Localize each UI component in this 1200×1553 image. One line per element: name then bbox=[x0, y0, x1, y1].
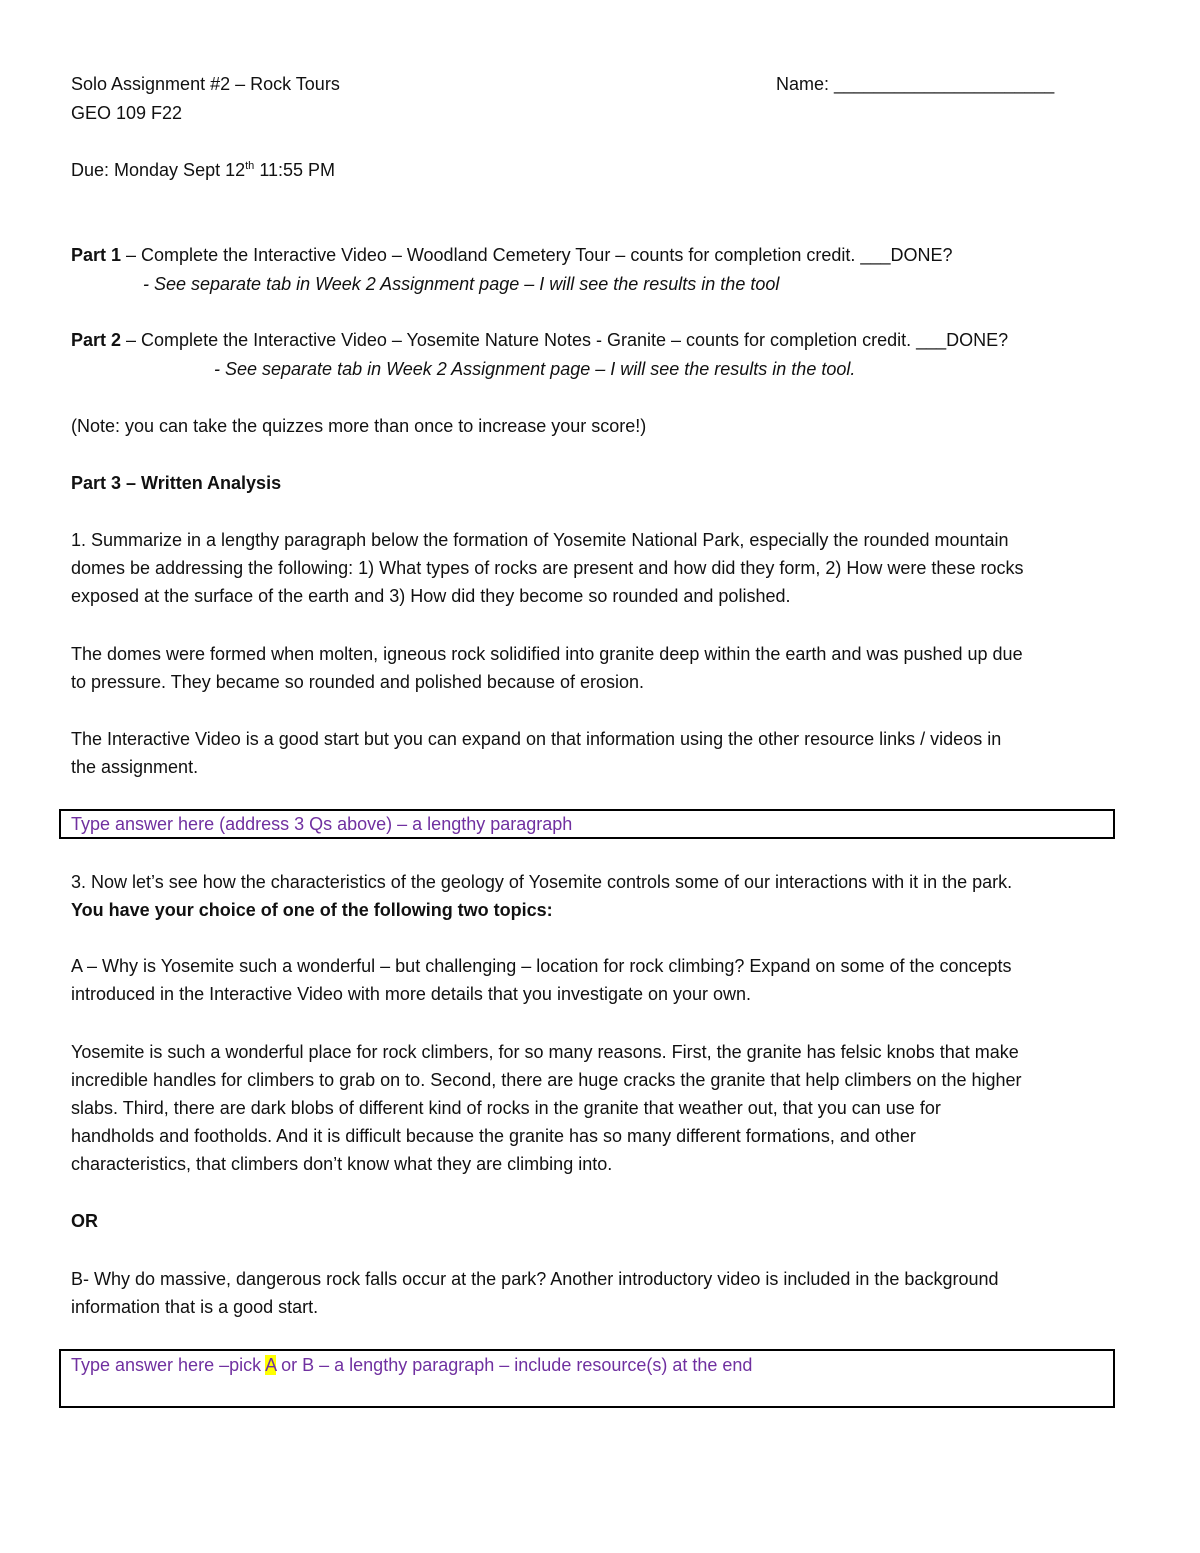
course-code: GEO 109 F22 bbox=[71, 103, 183, 123]
assignment-title: Solo Assignment #2 – Rock Tours bbox=[71, 74, 340, 94]
question1-line: exposed at the surface of the earth and 3) How did they become so rounded and polished. bbox=[71, 586, 791, 606]
part2-note: - See separate tab in Week 2 Assignment page – I will see the results in the tool. bbox=[214, 359, 856, 379]
answerA-line: slabs. Third, there are dark blobs of different kind of rocks in the granite that weather out, that you can use for bbox=[71, 1098, 941, 1118]
due-prefix: Due: Monday Sept 12 bbox=[71, 160, 246, 180]
answer-box-2-placeholder[interactable] bbox=[71, 1352, 752, 1378]
quiz-note: (Note: you can take the quizzes more than once to increase your score!) bbox=[71, 416, 647, 436]
hint-line: The Interactive Video is a good start but you can expand on that information using the other resource links / videos in bbox=[71, 729, 1002, 749]
part1-note: - See separate tab in Week 2 Assignment page – I will see the results in the tool bbox=[143, 274, 780, 294]
due-time: 11:55 PM bbox=[254, 160, 336, 180]
part3-heading: Part 3 – Written Analysis bbox=[71, 473, 282, 493]
part1-label: Part 1 bbox=[71, 245, 122, 265]
part1-text: – Complete the Interactive Video – Woodland Cemetery Tour – counts for completion credit. ___DONE? bbox=[121, 245, 953, 265]
answer-box-2-text: or B – a lengthy paragraph – include resource(s) at the end bbox=[276, 1355, 753, 1375]
answerA-line: handholds and footholds. And it is difficult because the granite has so many different formations, and other bbox=[71, 1126, 916, 1146]
question1-line: 1. Summarize in a lengthy paragraph below the formation of Yosemite National Park, especially the rounded mountain bbox=[71, 530, 1009, 550]
optionB-line: B- Why do massive, dangerous rock falls occur at the park? Another introductory video is included in the background bbox=[71, 1269, 999, 1289]
question3-line: 3. Now let’s see how the characteristics of the geology of Yosemite controls some of our interactions with it in the park. bbox=[71, 872, 1013, 892]
answerA-line: incredible handles for climbers to grab on to. Second, there are huge cracks the granite that help climbers on the higher bbox=[71, 1070, 1022, 1090]
hint-line: the assignment. bbox=[71, 757, 199, 777]
answer1-line: The domes were formed when molten, igneous rock solidified into granite deep within the earth and was pushed up due bbox=[71, 644, 1023, 664]
part2-text: – Complete the Interactive Video – Yosemite Nature Notes - Granite – counts for completion credit. ___DONE? bbox=[121, 330, 1009, 350]
part2-line bbox=[71, 327, 1008, 353]
answer-box-1-placeholder[interactable]: Type answer here (address 3 Qs above) – a lengthy paragraph bbox=[71, 814, 573, 834]
answerA-line: Yosemite is such a wonderful place for rock climbers, for so many reasons. First, the granite has felsic knobs that make bbox=[71, 1042, 1019, 1062]
answer1-line: to pressure. They became so rounded and polished because of erosion. bbox=[71, 672, 645, 692]
answer-box-2-text: Type answer here –pick bbox=[71, 1355, 266, 1375]
name-field-label: Name: ______________________ bbox=[776, 74, 1055, 94]
part2-label: Part 2 bbox=[71, 330, 122, 350]
due-superscript: th bbox=[245, 160, 255, 172]
highlighted-choice-a: A bbox=[265, 1355, 277, 1375]
part1-line bbox=[71, 242, 952, 268]
question3-choice-instruction: You have your choice of one of the following two topics: bbox=[71, 900, 553, 920]
question1-line: domes be addressing the following: 1) What types of rocks are present and how did they form, 2) How were these rocks bbox=[71, 558, 1024, 578]
or-separator: OR bbox=[71, 1211, 98, 1231]
optionA-line: A – Why is Yosemite such a wonderful – but challenging – location for rock climbing? Expand on some of the concepts bbox=[71, 956, 1012, 976]
due-date bbox=[71, 157, 335, 183]
answerA-line: characteristics, that climbers don’t know what they are climbing into. bbox=[71, 1154, 613, 1174]
optionA-line: introduced in the Interactive Video with more details that you investigate on your own. bbox=[71, 984, 752, 1004]
optionB-line: information that is a good start. bbox=[71, 1297, 319, 1317]
